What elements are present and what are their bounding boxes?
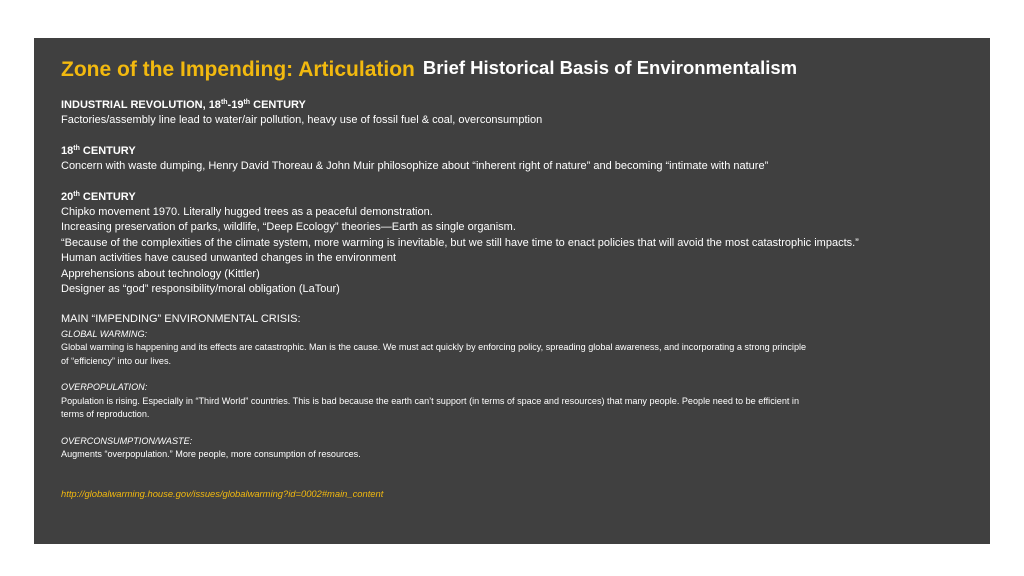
source-link[interactable]: http://globalwarming.house.gov/issues/globalwarming?id=0002#main_content: [61, 487, 384, 499]
title-bar: [61, 58, 797, 82]
slide-title: Zone of the Impending: Articulation: [61, 58, 415, 81]
crisis-heading: MAIN “IMPENDING” ENVIRONMENTAL CRISIS:: [61, 313, 301, 326]
section-heading-20th-century: 20th CENTURY: [61, 190, 136, 203]
body-line: Chipko movement 1970. Literally hugged trees as a peaceful demonstration.: [61, 206, 433, 219]
crisis-text-line: terms of reproduction.: [61, 409, 150, 420]
slide: [34, 38, 990, 544]
body-line: Concern with waste dumping, Henry David Thoreau & John Muir philosophize about “inherent right of nature” and becoming “intimate with nature”: [61, 160, 769, 173]
crisis-text-line: Population is rising. Especially in “Third World” countries. This is bad because the earth can’t support (in terms of space and resources) that many people. People need to be efficient in: [61, 395, 800, 406]
body-line: “Because of the complexities of the climate system, more warming is inevitable, but we still have time to enact policies that will avoid the most catastrophic impacts.”: [61, 236, 859, 249]
crisis-label-overpopulation: OVERPOPULATION:: [61, 382, 148, 393]
crisis-text-line: Augments “overpopulation.” More people, more consumption of resources.: [61, 449, 361, 460]
crisis-text-line: of “efficiency” into our lives.: [61, 355, 172, 366]
body-line: Designer as “god” responsibility/moral obligation (LaTour): [61, 283, 340, 296]
section-heading-18th-century: 18th CENTURY: [61, 144, 136, 157]
body-line: Apprehensions about technology (Kittler): [61, 267, 260, 280]
crisis-text-line: Global warming is happening and its effects are catastrophic. Man is the cause. We must act quickly by enforcing policy, spreading global awareness, and incorporating a strong principle: [61, 342, 807, 353]
body-line: Factories/assembly line lead to water/air pollution, heavy use of fossil fuel & coal, overconsumption: [61, 114, 543, 127]
crisis-label-global-warming: GLOBAL WARMING:: [61, 328, 148, 339]
slide-subtitle: Brief Historical Basis of Environmentalism: [422, 57, 798, 78]
body-line: Increasing preservation of parks, wildlife, “Deep Ecology” theories—Earth as single organism.: [61, 221, 516, 234]
body-line: Human activities have caused unwanted changes in the environment: [61, 252, 397, 265]
section-heading-industrial: INDUSTRIAL REVOLUTION, 18th-19th CENTURY: [61, 99, 306, 111]
crisis-label-overconsumption: OVERCONSUMPTION/WASTE:: [61, 435, 193, 446]
slide-content: [61, 98, 961, 501]
